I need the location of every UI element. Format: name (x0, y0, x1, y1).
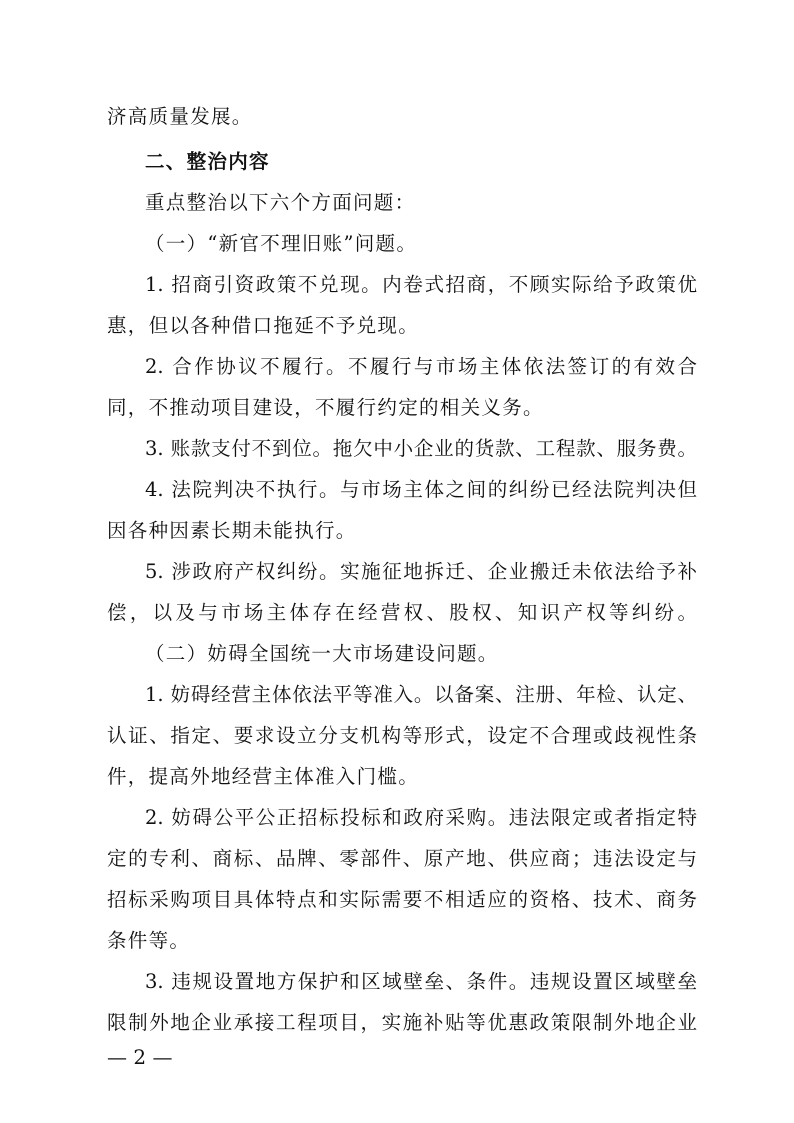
text-line-3: 重点整治以下六个方面问题： (145, 191, 416, 214)
text-line-1: 济高质量发展。 (107, 105, 253, 128)
text-line-5: 1. 招商引资政策不兑现。内卷式招商，不顾实际给予政策优 (145, 273, 697, 296)
page-number: — 2 — (107, 1045, 173, 1069)
text-line-17: 件，提高外地经营主体准入门槛。 (107, 765, 420, 788)
text-line-20: 招标采购项目具体特点和实际需要不相适应的资格、技术、商务 (107, 888, 697, 911)
subsection-heading-1: （一）“新官不理旧账”问题。 (145, 232, 418, 255)
text-line-18: 2. 妨碍公平公正招标投标和政府采购。违法限定或者指定特 (145, 806, 697, 829)
subsection-heading-2: （二）妨碍全国统一大市场建设问题。 (145, 642, 499, 665)
text-line-22: 3. 违规设置地方保护和区域壁垒、条件。违规设置区域壁垒 (145, 970, 697, 993)
text-line-13: 偿，以及与市场主体存在经营权、股权、知识产权等纠纷。 (107, 601, 697, 624)
text-line-7: 2. 合作协议不履行。不履行与市场主体依法签订的有效合 (145, 355, 697, 378)
text-line-23: 限制外地企业承接工程项目，实施补贴等优惠政策限制外地企业 (107, 1011, 697, 1034)
text-line-8: 同，不推动项目建设，不履行约定的相关义务。 (107, 396, 544, 419)
text-line-6: 惠，但以各种借口拖延不予兑现。 (107, 314, 420, 337)
text-line-21: 条件等。 (107, 929, 191, 952)
text-line-19: 定的专利、商标、品牌、零部件、原产地、供应商；违法设定与 (107, 847, 697, 870)
text-line-11: 因各种因素长期未能执行。 (107, 519, 357, 542)
section-heading: 二、整治内容 (145, 150, 270, 173)
text-line-10: 4. 法院判决不执行。与市场主体之间的纠纷已经法院判决但 (145, 478, 697, 501)
text-line-9: 3. 账款支付不到位。拖欠中小企业的货款、工程款、服务费。 (145, 437, 697, 460)
text-line-16: 认证、指定、要求设立分支机构等形式，设定不合理或歧视性条 (107, 724, 697, 747)
text-line-12: 5. 涉政府产权纠纷。实施征地拆迁、企业搬迁未依法给予补 (145, 560, 697, 583)
text-line-15: 1. 妨碍经营主体依法平等准入。以备案、注册、年检、认定、 (145, 683, 697, 706)
